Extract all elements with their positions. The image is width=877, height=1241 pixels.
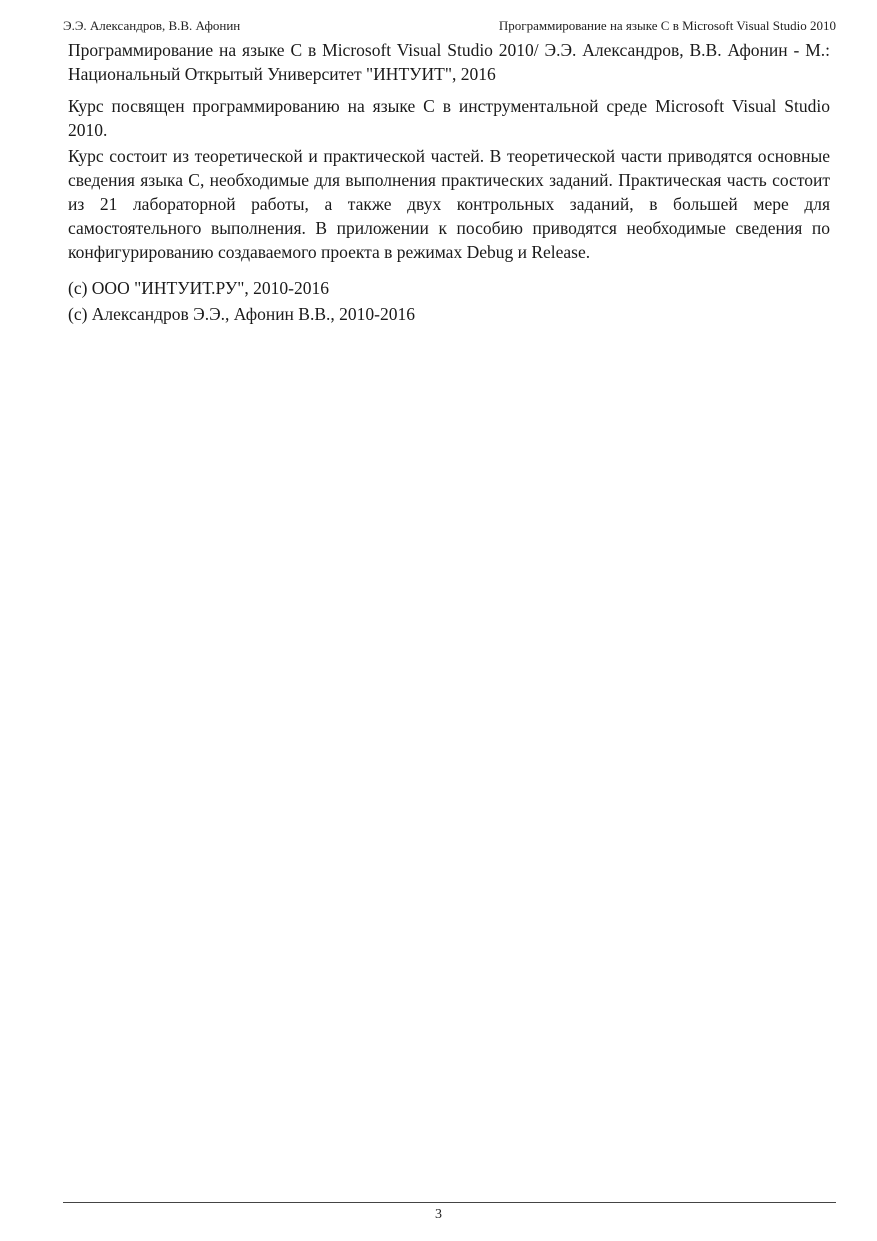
abstract-paragraph: Курс посвящен программированию на языке С в инструментальной среде Microsoft Visual Studio 2010. xyxy=(68,96,830,140)
page-number: 3 xyxy=(435,1207,442,1222)
header-course-title: Программирование на языке С в Microsoft Visual Studio 2010 xyxy=(498,18,836,33)
page-content xyxy=(68,38,830,327)
copyright-line: (c) ООО "ИНТУИТ.РУ", 2010-2016 xyxy=(68,278,329,298)
abstract-paragraph: Курс состоит из теоретической и практической частей. В теоретической части приводятся основные сведения языка С, необходимые для выполнения практических заданий. Практическая часть состоит из 21 лабораторной работы, а также двух контрольных заданий, в большей мере для самостоятельного выполнения. В приложении к пособию приводятся необходимые сведения по конфигурированию создаваемого проекта в режимах Debug и Release. xyxy=(68,146,830,262)
copyright-line: (c) Александров Э.Э., Афонин В.В., 2010-2016 xyxy=(68,304,415,324)
page-header xyxy=(63,16,836,36)
footer-divider xyxy=(63,1202,836,1203)
bibliographic-citation: Программирование на языке С в Microsoft Visual Studio 2010/ Э.Э. Александров, В.В. Афонин - М.: Национальный Открытый Университет "ИНТУИТ", 2016 xyxy=(68,40,830,84)
header-authors: Э.Э. Александров, В.В. Афонин xyxy=(63,18,241,33)
